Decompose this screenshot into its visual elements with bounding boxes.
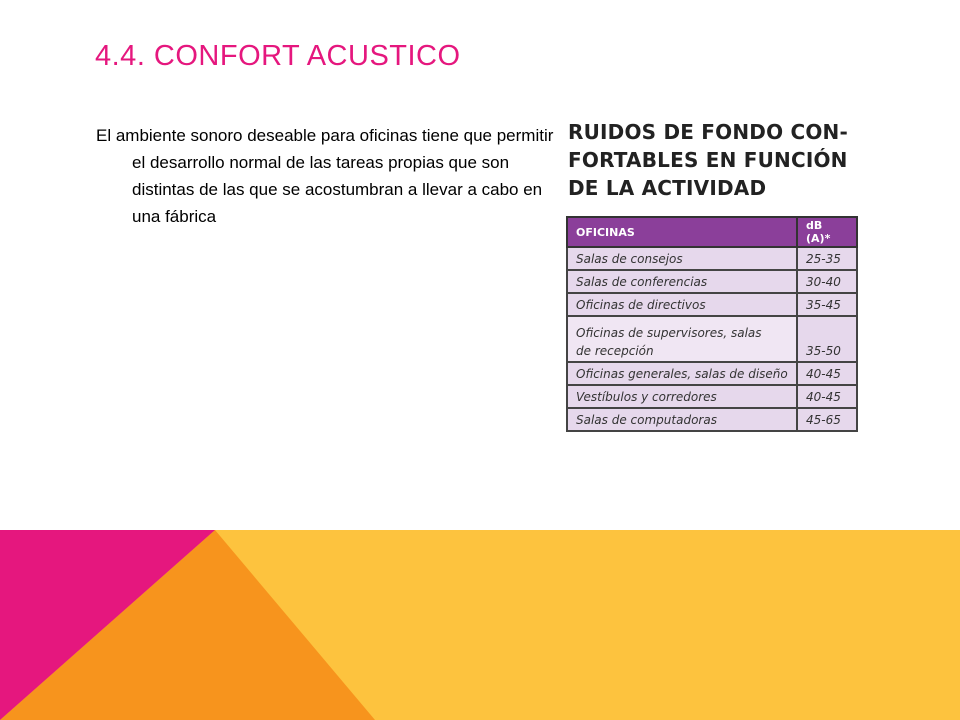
decorative-footer-shapes bbox=[0, 530, 960, 720]
activity-cell bbox=[567, 362, 797, 385]
activity-label: Salas de consejos bbox=[576, 252, 683, 266]
db-value-cell: 40-45 bbox=[797, 362, 857, 385]
table-row bbox=[567, 293, 857, 316]
figure-heading-line: DE LA ACTIVIDAD bbox=[568, 176, 767, 200]
figure-heading-line: RUIDOS DE FONDO CON- bbox=[568, 120, 848, 144]
db-value-cell: 25-35 bbox=[797, 247, 857, 270]
activity-cell bbox=[567, 316, 797, 362]
activity-cell bbox=[567, 270, 797, 293]
table-row bbox=[567, 270, 857, 293]
noise-table-wrapper bbox=[566, 216, 858, 432]
table-row bbox=[567, 385, 857, 408]
column-header-db: dB (A)* bbox=[797, 217, 857, 247]
table-header-row bbox=[567, 217, 857, 247]
activity-label: Oficinas de supervisores, salas bbox=[576, 326, 762, 340]
body-paragraph: El ambiente sonoro deseable para oficinas tiene que permitir el desarrollo normal de las tareas propias que son distintas de las que se acostumbran a llevar a cabo en una fábrica bbox=[96, 126, 554, 226]
column-header-activity: OFICINAS bbox=[567, 217, 797, 247]
activity-cell bbox=[567, 247, 797, 270]
activity-cell bbox=[567, 293, 797, 316]
figure-heading-line: FORTABLES EN FUNCIÓN bbox=[568, 148, 848, 172]
noise-table bbox=[566, 216, 858, 432]
db-value-cell: 35-45 bbox=[797, 293, 857, 316]
table-row bbox=[567, 316, 857, 362]
activity-cell bbox=[567, 408, 797, 431]
noise-table-figure bbox=[566, 110, 862, 530]
activity-label: Salas de conferencias bbox=[576, 275, 708, 289]
activity-label: Oficinas de directivos bbox=[576, 298, 706, 312]
db-value-cell: 40-45 bbox=[797, 385, 857, 408]
activity-label: Vestíbulos y corredores bbox=[576, 390, 717, 404]
activity-label: Oficinas generales, salas de diseño bbox=[576, 367, 788, 381]
activity-label: de recepción bbox=[576, 344, 654, 358]
db-value-cell: 35-50 bbox=[797, 316, 857, 362]
table-row bbox=[567, 362, 857, 385]
db-value-cell: 30-40 bbox=[797, 270, 857, 293]
activity-cell bbox=[567, 385, 797, 408]
db-value-cell: 45-65 bbox=[797, 408, 857, 431]
activity-label: Salas de computadoras bbox=[576, 413, 717, 427]
table-reflection bbox=[566, 436, 858, 530]
table-row bbox=[567, 408, 857, 431]
slide-title: 4.4. CONFORT ACUSTICO bbox=[95, 40, 461, 72]
figure-heading bbox=[568, 118, 864, 202]
table-row bbox=[567, 247, 857, 270]
